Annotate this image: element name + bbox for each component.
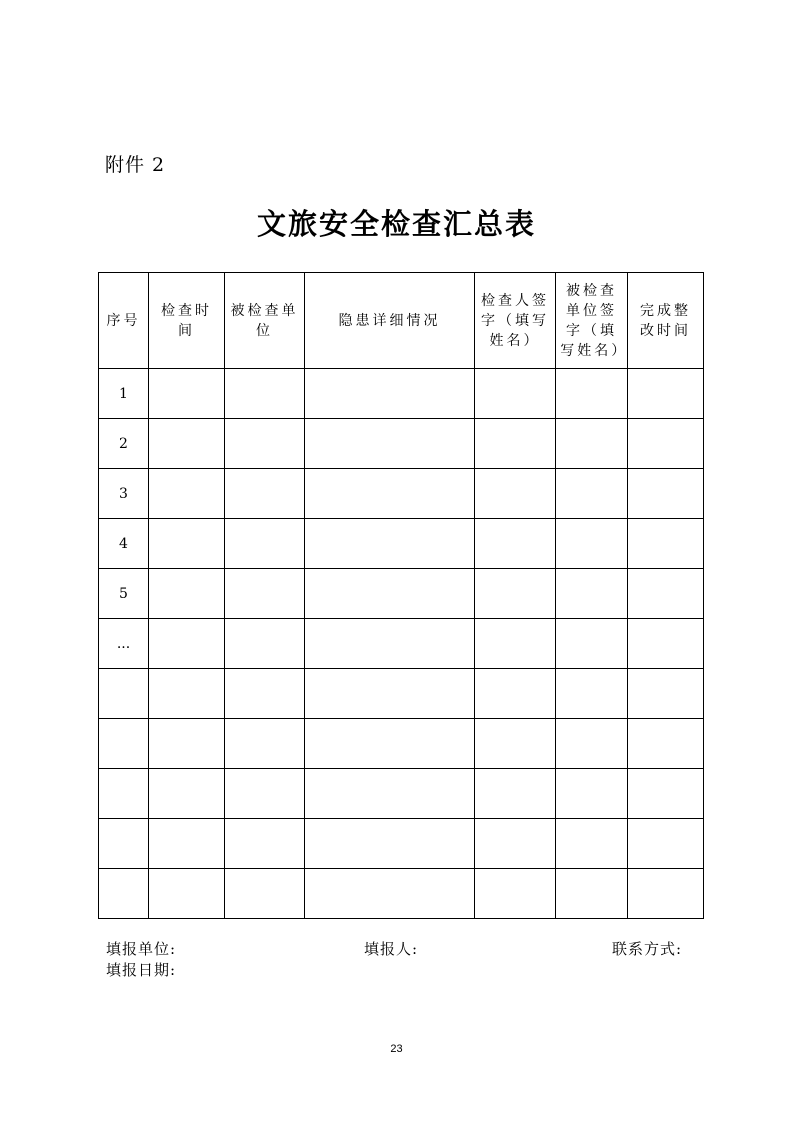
table-cell[interactable] [556, 769, 628, 819]
table-cell[interactable] [628, 819, 704, 869]
table-cell[interactable] [556, 619, 628, 669]
table-cell[interactable] [556, 869, 628, 919]
footer-contact: 联系方式: [612, 940, 683, 958]
header-inspector-signature: 检查人签字（填写姓名） [475, 273, 556, 369]
table-cell[interactable] [149, 419, 225, 469]
header-seq: 序号 [99, 273, 149, 369]
table-cell[interactable] [149, 519, 225, 569]
table-cell[interactable] [305, 619, 475, 669]
footer-fill-unit: 填报单位: [106, 940, 177, 958]
attachment-label: 附件 2 [105, 154, 166, 176]
table-cell[interactable] [225, 869, 305, 919]
table-cell[interactable] [556, 519, 628, 569]
table-row [99, 519, 704, 569]
table-cell[interactable] [305, 419, 475, 469]
table-cell[interactable] [225, 619, 305, 669]
table-cell[interactable] [149, 819, 225, 869]
table-cell[interactable] [225, 569, 305, 619]
table-row [99, 819, 704, 869]
row-number-cell: 5 [99, 569, 149, 619]
footer-filler: 填报人: [364, 940, 419, 958]
table-cell[interactable] [225, 469, 305, 519]
table-cell[interactable] [475, 369, 556, 419]
table-cell[interactable] [305, 769, 475, 819]
table-row [99, 469, 704, 519]
row-number-cell [99, 819, 149, 869]
table-cell[interactable] [149, 569, 225, 619]
table-cell[interactable] [628, 719, 704, 769]
table-cell[interactable] [628, 369, 704, 419]
table-cell[interactable] [628, 869, 704, 919]
table-cell[interactable] [475, 619, 556, 669]
table-cell[interactable] [475, 419, 556, 469]
table-cell[interactable] [475, 869, 556, 919]
table-cell[interactable] [475, 569, 556, 619]
table-cell[interactable] [628, 619, 704, 669]
table-cell[interactable] [305, 869, 475, 919]
table-cell[interactable] [628, 669, 704, 719]
table-cell[interactable] [305, 719, 475, 769]
table-cell[interactable] [225, 819, 305, 869]
table-row [99, 769, 704, 819]
row-number-cell [99, 769, 149, 819]
table-cell[interactable] [556, 369, 628, 419]
table-body [99, 369, 704, 919]
table-cell[interactable] [556, 569, 628, 619]
table-cell[interactable] [305, 819, 475, 869]
table-cell[interactable] [475, 519, 556, 569]
header-check-time: 检查时间 [149, 273, 225, 369]
table-cell[interactable] [305, 519, 475, 569]
table-cell[interactable] [149, 619, 225, 669]
table-cell[interactable] [556, 419, 628, 469]
table-cell[interactable] [628, 519, 704, 569]
table-cell[interactable] [628, 769, 704, 819]
table-cell[interactable] [305, 369, 475, 419]
table-row [99, 719, 704, 769]
header-hazard-details: 隐患详细情况 [305, 273, 475, 369]
table-row [99, 369, 704, 419]
table-cell[interactable] [556, 819, 628, 869]
table-cell[interactable] [628, 419, 704, 469]
table-cell[interactable] [149, 719, 225, 769]
row-number-cell: 4 [99, 519, 149, 569]
table-cell[interactable] [149, 669, 225, 719]
table-cell[interactable] [149, 869, 225, 919]
table-cell[interactable] [628, 569, 704, 619]
footer-fill-date: 填报日期: [106, 961, 177, 979]
table-row [99, 619, 704, 669]
table-cell[interactable] [149, 769, 225, 819]
row-number-cell: 1 [99, 369, 149, 419]
table-cell[interactable] [225, 369, 305, 419]
table-cell[interactable] [475, 769, 556, 819]
table-cell[interactable] [475, 469, 556, 519]
table-cell[interactable] [475, 669, 556, 719]
row-number-cell [99, 869, 149, 919]
row-number-cell [99, 719, 149, 769]
row-number-cell: 3 [99, 469, 149, 519]
summary-table [98, 272, 704, 919]
table-cell[interactable] [556, 669, 628, 719]
header-unit-signature: 被检查单位签字（填写姓名） [556, 273, 628, 369]
row-number-cell: 2 [99, 419, 149, 469]
table-cell[interactable] [475, 719, 556, 769]
page-title: 文旅安全检查汇总表 [256, 207, 536, 241]
table-cell[interactable] [556, 469, 628, 519]
table-cell[interactable] [225, 719, 305, 769]
table-cell[interactable] [556, 719, 628, 769]
table-row [99, 869, 704, 919]
row-number-cell [99, 669, 149, 719]
table-row [99, 669, 704, 719]
header-row [99, 273, 704, 369]
table-cell[interactable] [149, 369, 225, 419]
table-row [99, 569, 704, 619]
table-cell[interactable] [149, 469, 225, 519]
table-cell[interactable] [225, 419, 305, 469]
table-cell[interactable] [305, 569, 475, 619]
table-cell[interactable] [225, 769, 305, 819]
page-number: 23 [390, 1043, 403, 1055]
table-cell[interactable] [305, 669, 475, 719]
header-rectify-time: 完成整改时间 [628, 273, 704, 369]
table-cell[interactable] [305, 469, 475, 519]
table-cell[interactable] [475, 819, 556, 869]
table-cell[interactable] [225, 669, 305, 719]
table-cell[interactable] [628, 469, 704, 519]
header-checked-unit: 被检查单位 [225, 273, 305, 369]
table-cell[interactable] [225, 519, 305, 569]
table-row [99, 419, 704, 469]
row-number-cell: ... [99, 619, 149, 669]
